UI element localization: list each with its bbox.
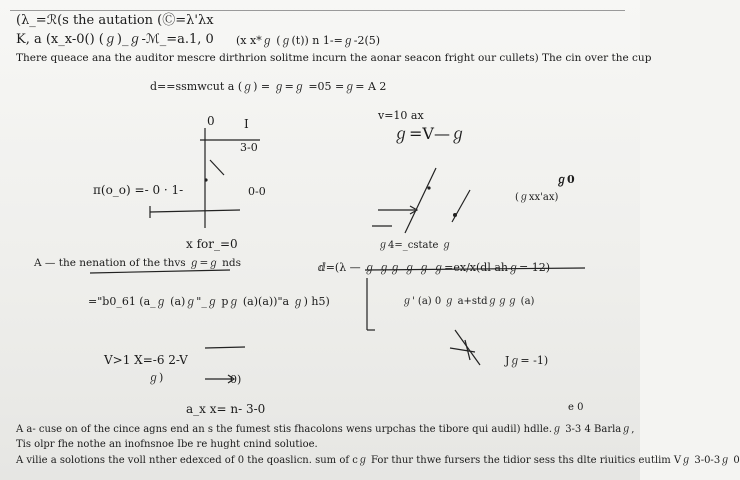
right-diagonal-1 [405, 168, 436, 233]
left-diagram-baseline [150, 210, 240, 212]
diagram-label-one: I [244, 117, 249, 131]
main-equation: d==ssmwcut a (ℊ) = ℊ=ℊ =05 =ℊ= A 2 [150, 80, 387, 93]
page-title: (λ_=ℛ(s the autation (Ⓒ=λ'λx [16, 13, 214, 28]
v-zero-label: 0) [230, 373, 242, 386]
right-horizontal-rule [365, 268, 585, 270]
left-point [204, 178, 207, 181]
footer-line-2: Tis olpr fhe nothe an inofnsnoe Ibe re hught cnind solutioe. [16, 439, 318, 450]
v-equation-sub: ℊ) [148, 371, 164, 384]
page-subtitle: K, a (x_x-0() (ℊ)_ℊ-ℳ_=a.1, 0 [16, 32, 214, 47]
lower-equation: ="b0_61 (a_ℊ (a)ℊ"_ℊ pℊ (a)(a))"a ℊ) h5) [88, 295, 330, 308]
right-y-label: ℊ0 [556, 173, 575, 186]
page-subtitle-right: (x x*ℊ (ℊ(t)) n 1-=ℊ-2(5) [236, 34, 381, 47]
intro-paragraph: There queace ana the auditor mescre dirthrion solitme incurn the aonar seacon fright our cullets) The cin over the cup [16, 52, 652, 64]
left-diagram-slash [210, 160, 224, 175]
right-diagonal-2 [452, 190, 470, 222]
diagram-label-zero: 0 [207, 114, 215, 128]
x-for-label: x for_=0 [186, 237, 238, 251]
lower-right-hatch [450, 348, 475, 352]
right-y-label-2: (ℊxx'ax) [515, 192, 559, 203]
page-number: e 0 [568, 402, 584, 413]
diagram-label-two: 3-0 [240, 141, 258, 154]
right-j-label: Jℊ= -1) [505, 354, 549, 367]
function-label: π(o_o) =- 0 · 1- [93, 183, 184, 197]
left-horizontal-rule [90, 270, 230, 273]
function-right-label: 0-0 [248, 185, 266, 198]
right-w-label: ℊ4=_cstate ℊ [378, 240, 452, 251]
right-ra-label: ⅆ=(λ — ℊ ℊℊ ℊ ℊ ℊ=ex/x(dl ahℊ= 12) [318, 261, 550, 274]
right-point-1 [453, 213, 457, 217]
right-equation-mid: ℊ=V—ℊ [393, 124, 466, 143]
footer-line-1: A a- cuse on of the cince agns end an s the fumest stis fhacolons wens urpchas the tibore qui audil) hdlle.ℊ 3-3 4 Barlaℊ, [16, 424, 635, 435]
right-point-2 [427, 186, 430, 189]
right-equation-top: v=10 ax [378, 109, 424, 122]
v-equation: V>1 X=-6 2-V [104, 353, 188, 367]
right-b-label: ℊ' (a) 0 ℊ a+stdℊℊℊ (a) [402, 296, 535, 307]
axis-equation: a_x x= n- 3-0 [186, 402, 266, 416]
section-line: A — the nenation of the thvs ℊ=ℊ nds [34, 257, 242, 269]
lower-right-diagonal [455, 330, 480, 365]
footer-line-3: A vilie a solotions the voll nther edexced of 0 the qoaslicn. sum of cℊ For thur thwe fursers the tidior sess ths dlte riuitics eutlim Vℊ 3-0-3ℊ 0 [16, 455, 740, 466]
v-dash [205, 347, 245, 348]
